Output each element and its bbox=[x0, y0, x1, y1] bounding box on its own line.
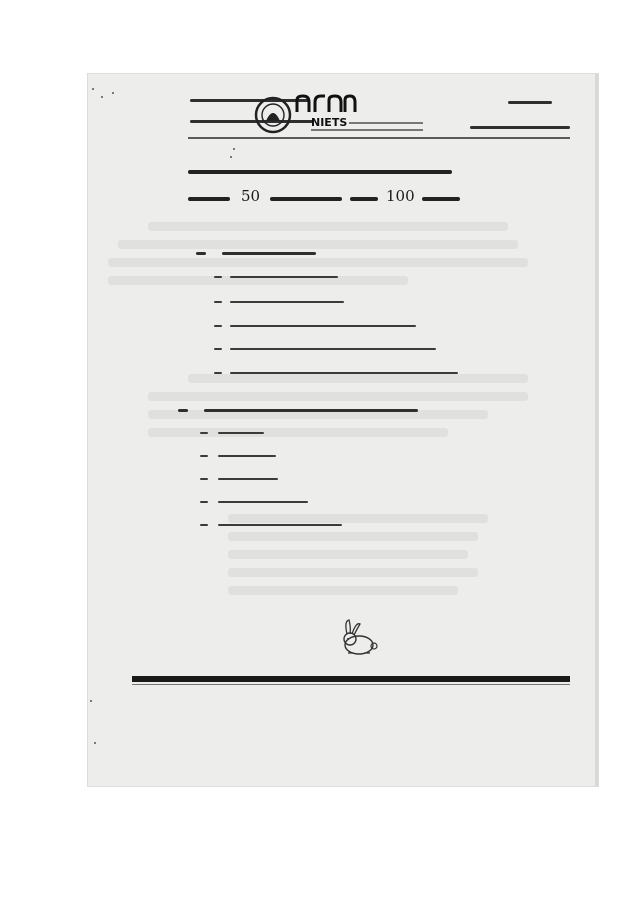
points-unit bbox=[422, 197, 460, 201]
question-1-option-3 bbox=[230, 325, 416, 327]
niets-fine-print bbox=[311, 129, 423, 131]
scan-speck bbox=[230, 156, 232, 158]
bleed-through-line bbox=[148, 222, 508, 231]
question-1-option-4 bbox=[230, 348, 436, 350]
header-rule bbox=[188, 137, 570, 139]
scan-speck bbox=[92, 88, 94, 90]
question-2-option-4 bbox=[218, 501, 308, 503]
rabbit-doodle-icon bbox=[338, 617, 384, 657]
total-score: 100 bbox=[386, 187, 415, 205]
question-2-option-3 bbox=[218, 478, 278, 480]
scan-speck bbox=[101, 96, 103, 98]
question-2-option-5 bbox=[218, 524, 342, 526]
question-1-option-4-number bbox=[214, 348, 222, 350]
niets-logo bbox=[253, 95, 429, 135]
question-2-option-5-number bbox=[200, 524, 208, 526]
bleed-through-line bbox=[228, 550, 468, 559]
bleed-through-line bbox=[118, 240, 518, 249]
niets-seal-icon bbox=[253, 95, 297, 135]
exam-time-line bbox=[470, 126, 570, 129]
question-2-number bbox=[178, 409, 188, 412]
question-1-option-5 bbox=[230, 372, 458, 374]
bleed-through-line bbox=[188, 374, 528, 383]
bleed-through-line bbox=[228, 586, 458, 595]
question-2-option-1-number bbox=[200, 432, 208, 434]
question-1-option-3-number bbox=[214, 325, 222, 327]
question-count-label bbox=[188, 197, 230, 201]
question-1-option-1 bbox=[230, 276, 338, 278]
scan-speck bbox=[94, 742, 96, 744]
bottom-rule-thin bbox=[132, 684, 570, 685]
question-count: 50 bbox=[241, 187, 261, 205]
bleed-through-line bbox=[148, 392, 528, 401]
bottom-rule bbox=[132, 676, 570, 682]
question-1-stem bbox=[222, 252, 316, 255]
total-label bbox=[350, 197, 378, 201]
bleed-through-line bbox=[228, 532, 478, 541]
instruction-line bbox=[188, 170, 452, 174]
question-2-option-1 bbox=[218, 432, 264, 434]
scan-speck bbox=[90, 700, 92, 702]
niets-fine-print bbox=[349, 122, 423, 124]
points-per-question bbox=[270, 197, 342, 201]
bleed-through-line bbox=[228, 514, 488, 523]
question-2-option-3-number bbox=[200, 478, 208, 480]
thai-logo-glyphs bbox=[295, 94, 357, 114]
question-2-option-2-number bbox=[200, 455, 208, 457]
bleed-through-line bbox=[228, 568, 478, 577]
question-2-option-4-number bbox=[200, 501, 208, 503]
scan-speck bbox=[233, 148, 235, 150]
page-edge bbox=[595, 74, 598, 786]
question-1-option-1-number bbox=[214, 276, 222, 278]
bleed-through-line bbox=[148, 428, 448, 437]
question-1-option-2 bbox=[230, 301, 344, 303]
question-1-option-5-number bbox=[214, 372, 222, 374]
question-2-stem bbox=[204, 409, 418, 412]
question-1-option-2-number bbox=[214, 301, 222, 303]
niets-acronym: NIETS bbox=[311, 116, 348, 129]
question-1-number bbox=[196, 252, 206, 255]
scan-speck bbox=[112, 92, 114, 94]
bleed-through-line bbox=[108, 258, 528, 267]
question-2-option-2 bbox=[218, 455, 276, 457]
page-number-line bbox=[508, 101, 552, 104]
